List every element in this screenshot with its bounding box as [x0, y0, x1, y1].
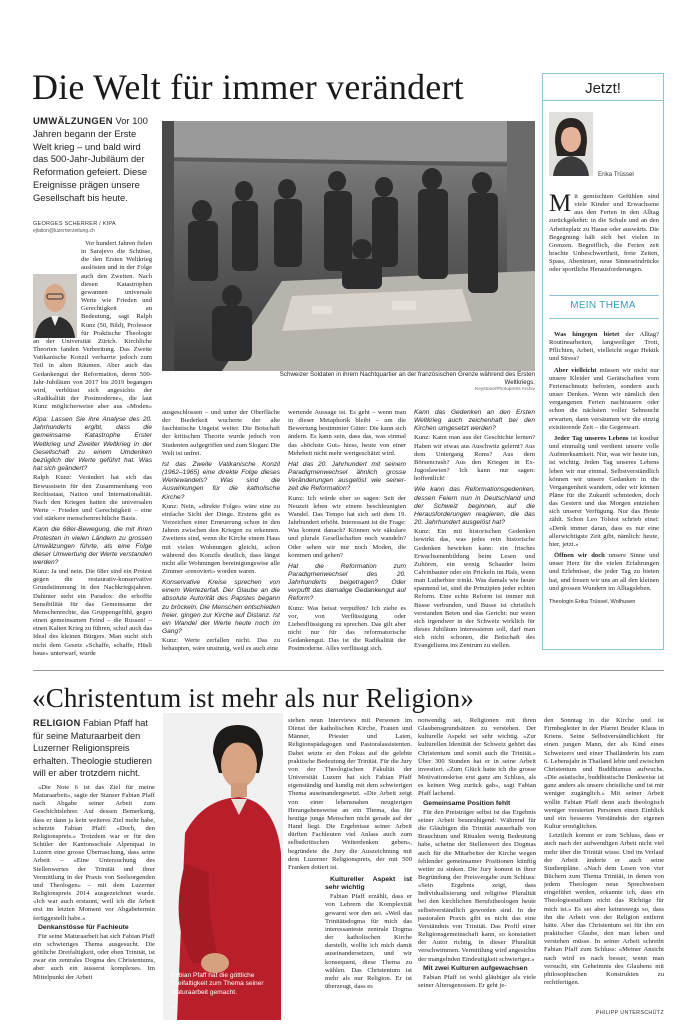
question: Kipa: Lassen Sie ihre Analyse des 20. Jahrhunderts ergibt, dass die gemeinsame Katastrophe Erster Weltkrieg und Zweiter Weltkrieg in der Gesellschaft zu einem Umdenken bezüglich der Werte geführt hat. Was hat sich geändert? [33, 416, 152, 473]
question: Ist das Zweite Vatikanische Konzil (1962–1965) eine direkte Folge dieses Wertewandels? Was sind die Auswirkungen für die katholische Kirche? [162, 460, 280, 501]
col1-paragraph: Vor hundert Jahren fielen in Sarajevo die Schüsse, die den Ersten Weltkrieg auslösten und in der Folge auch den Zweiten. Nach diesen Katastrophen gewannen universale Werte wie Frieden und Gerechtigkeit an Bedeutung, sagt Ralph Kunz (50, Bild), Professor für Praktische Theologie an der Universität Zürich. Kirchliche Theorien fanden Verbreitung. Das Zweite Vatikanische Konzil verharrte jedoch zum Teil in alten Räumen. Aber auch das Gedankengut der Reformation, deren 500-Jahr-Jubiläum von 2017 bis 2019 begangen wird, verblüsst sich angesichts der «Radikalität der Postmoderne», die laut Kunz möglicherweise aber aus «Moden» [33, 240, 152, 411]
portrait-illustration [549, 112, 593, 176]
question: Kann die 68er-Bewegung, die mit ihren Protesten in vielen Ländern zu grossen Umwälzungen führte, als eine Folge dieser Umwertung der Werte verstanden werden? [33, 526, 152, 566]
subheading: Mit zwei Kulturen aufgewachsen [423, 964, 528, 972]
answer: ausgeschlossen – und unter der Oberfläche der Biederkeit wucherte der alte faschistische Ungeist weiter. Die Botschaft der kritischen Theorie wurde jedoch von Studenten aufgegriffen und zum Slogan: Die Welt ist unfrei. [162, 409, 280, 457]
article1-col1-top [33, 240, 152, 411]
subheading: Denkanstösse für Fachleute [38, 923, 129, 931]
question: Wie kann das Reformationsgedenken, dessen Feiern nun in Deutschland und der Schweiz beginnen, auf die Herausforderungen reagieren, die das 20. Jahrhundert ausgelöst hat? [414, 486, 535, 527]
sidebar-rule [549, 295, 659, 296]
article1-lead [33, 115, 151, 205]
article2-col4 [544, 717, 664, 1007]
sidebar-title: Jetzt! [585, 80, 621, 97]
paragraph: Fabian Pfaff erzählt, dass er von Lehrern die Komplexität gewarnt wor den sei. «Weil das Trinitätsdogma für mich das interessanteste zentrale Dogma der katholischen Kirche darstellt, wollte ich mich damit auseinandersetzen, und wir konsequent, diese Thema zu wählen. Das Christentum ist mehr als nur Religion. Er ist überzeugt, dass es [325, 893, 412, 991]
answer: wertende Aussage ist. Es geht – wenn man in dieser Metaphorik bleibt – um die Bewertung bestimmter Güter: Die kann sich ändern. Es kann sein, dass das, was einmal das «höchste Gut» hiess, heute von einer Mehrheit nicht mehr wertgeschätzt wird. [288, 409, 406, 457]
lead-kicker: RELIGION [33, 718, 81, 728]
article2-col1 [33, 784, 155, 1020]
article2-col2-top [288, 717, 412, 875]
sidebar-paragraph: Aber vielleicht müssen wir nicht nur unsere Kleider und Gerätschaften vom Ferienschmutz befreien, sondern auch unser Denken. Wenn wir nämlich den vergangenen Ferien nachtrauern oder schon die nächsten voller Sehnsucht erwarten, dann versäumen wir die einzig existierende Zeit – die Gegenwart. [549, 366, 659, 431]
sidebar-signature: Theologin Erika Trüssel, Wolhusen [549, 598, 636, 605]
subheading: Gemeinsame Position fehlt [423, 799, 511, 807]
lead-text: Fabian Pfaff hat für seine Maturaarbeit den Luzerner Religionspreis erhalten. Theologie studieren will er aber trotzdem nicht. [33, 718, 152, 778]
soldiers-photo [162, 121, 535, 371]
question: Kann das Gedenken an den Ersten Weltkrieg auch zeichenhaft bei den Kirchen umgesetzt werden? [414, 409, 535, 433]
answer: Kunz: Nein, «direkte Folge» wäre eine zu einfache Sicht der Dinge. Erstens gibt es Vorzeichen einer Erneuerung schon in den Jahren zwischen den Kriegen zu erkennen. Zweitens sind, wenn die Kirche einem Haus mit vielen Wohnungen gleicht, schon während des Konzils deutlich, dass längst nicht alle Wohnungen bereinigungswise alle Zimmer «renoviert» worden waren. [162, 502, 280, 575]
sidebar-paragraph: Öffnen wir doch unsere Sinne und unser Herz für die vielen Erfahrungen und Erlebnisse, die jeder Tag zu bieten hat, und freuen wir uns an all den kleinen und grossen Wundern im Alltagsleben. [549, 552, 659, 592]
byline: GEORGES SCHERRER / KIPA [33, 221, 116, 227]
article2-headline: «Christentum ist mehr als nur Religion» [32, 683, 475, 713]
sidebar-body [549, 331, 659, 647]
photo-credit: Keystone/Photopress Archiv [475, 387, 535, 392]
answer: Kunz: Werte zerfallen nicht. Das zu behaupten, wäre unsinnig, weil es auch eine [162, 637, 280, 653]
paragraph: Fabian Pfaff ist wohl gläubiger als viele seiner Altersgenossen. Er geht je- [418, 973, 536, 989]
paragraph: Letztlich kommt er zum Schluss, dass er auch nach der aufwendigen Arbeit nicht viel mehr über die Trinität wisse. Und im Verlauf der Arbeit änderte er auch seine Studienpläne. «Nach dem Lesen von vier Büchern zum Thema Trinität, in denen von jedem Theologen neue Sprechweisen eingeführt werden, erkannte ich, dass ein Theologiestudium nicht das Richtige für mich ist.» Es sei aber keineswegs so, dass ihn die Arbeit von der Religion entfernt hätte. Aber das Christentum sei für ihn ein praktischer Glaube, den man leben und verstehen müsse. In seiner Arbeit schreibt Fabian Pfaff zum Schluss: «Meiner Ansicht nach wird es nach besser, wenn man versucht, ein Geheimnis des Glaubens mit philosophischen Konstrukten zu rechtfertigen. [544, 832, 664, 986]
sidebar-paragraph: Jeder Tag unseres Lebens ist kostbar und einmalig und verdient unsere volle Aufmerksamkeit. Nur, was wir heute tun, ist wichtig. Jeden Tag unseres Lebens leben wir nur einmal. Selbstverständlich können wir unsere Gedanken in die Vergangenheit wandern, oder wir können Pläne für die Zukunft schmieden, doch das Gestern und das Morgen entziehen sich unserer Verfügung. Nur das Heute zählt. Schon Leo Tolstoi schrieb einst: «Denk immer daran, dass es nur eine allerwichtigste Zeit gibt, nämlich: heute, hier, jetzt.» [549, 434, 659, 548]
sidebar-divider [542, 100, 664, 101]
question: Hat das 20. Jahrhundert mit seinem Paradigmenwechsel ähnlich grosse Veränderungen ausgelöst wie seiner- zeit die Reformation? [288, 460, 406, 493]
dropcap: M [549, 193, 572, 217]
article2-photo-credit: PD [171, 1006, 178, 1011]
sidebar-section-label: MEIN THEMA [570, 300, 636, 311]
sidebar-intro [549, 193, 659, 291]
lead-kicker: UMWÄLZUNGEN [33, 115, 113, 126]
article2-lead [33, 717, 161, 780]
photo-caption: Schweizer Soldaten in ihrem Nachtquartier an der französischen Grenze während des Ersten Weltkriegs. [279, 371, 535, 386]
sidebar-author: Erika Trüssel [598, 171, 634, 178]
article2-photo-caption: Fabian Pfaff hat die göttliche Dreifaltigkeit zum Thema seiner Maturaarbeit gemacht. [171, 972, 264, 996]
answer: Kunz: Ein mit historischen Gedenken bewirkt das, was jedes rein historische Gedenken bewirken kann: ein frisches Erwachsenenbildung beim Lesen und Zuhören, ein wenig Schauder beim Calvinbauter oder ein Prickeln im Hals, wenn man Lutherbier trinkt. Was damals wie heute spannend ist, sind die Prinzipien jeder echten Reform. Eine echte Reform ist immer mit Busse verbunden, und Busse ist christlich verstanden Beten und das Gericht: nur wenn sich irgendwer in der Schweiz wirklich für dieses Jubiläum interessieren soll, darf man sich nicht schonen, die Botschaft des Evangeliums ins Zentrum zu stellen. [414, 528, 535, 650]
article2-byline: PHILIPP UNTERSCHÜTZ [595, 1010, 664, 1016]
question: Konservative Kreise sprechen von einem Wertezerfall. Der Glaube an die absolute Autorität des Papstes begann zu bröckeln. Die Menschen entschieden freier, gingen zur Kirche auf Distanz. Ist ein Wandel der Werte heute noch im Gang? [162, 579, 280, 636]
sidebar-rule [549, 318, 659, 319]
paragraph: den Sonntag in die Kirche und ist Firmbegleiter in der Pfarrei Bruder Klaus in Kriens. Seine Selbstverständlichkeit für einen jungen Mann, der als Kind eines Schweizers und einer Thailänderin bis zum 6. Lebensjahr in Thailand lebte und zwischen Christentum und Buddhismus aufwuchs. «Die asiatische, buddhistische Denkweise ist ganz anders als unsere christliche und ist mir weniger zugänglich.» Mit seiner Arbeit wollte Fabian Pfaff denn auch theologisch weniger versierten Personen einen Einblick und ein besseres Verständnis der eigenen Kultur ermöglichen. [544, 717, 664, 831]
sidebar-paragraph: Was hingegen bietet der Alltag? Routinearbeiten, langweiliger Trott, Pflichten, Arbeit, vielleicht sogar Hektik und Stress? [549, 331, 659, 363]
article2-col3 [418, 717, 536, 1020]
article-separator [33, 670, 664, 671]
subheading: Kultureller Aspekt ist sehr wichtig [325, 876, 412, 892]
article2-col2-bottom [325, 876, 412, 1020]
answer: Kunz: Was heisst verpuffen? Ich ziehe es vor, von Verflüssigung oder Liebesflüssigung zu sprechen. Das gilt aber nicht nur für das reformatorische Gedankengut. Das ist die Radikalität der Postmoderne. Alles verflüssigt sich. [288, 604, 406, 653]
paragraph: Für seine Maturaarbeit hat sich Fabian Pfaff ein schwieriges Thema ausgesucht. Die göttliche Dreifaltigkeit, oder eben Trinität, ist zwar ein zentrales Dogma des Christentums, aber auch ein äusserst komplexes. Im Mittelpunkt der Arbeit [33, 932, 155, 981]
answer: Kunz: Ja und nein. Die 68er sind ein Protest gegen die restaurativ-konservative Grundstimmung in den Nachkriegsjahren. Dahinter steht ein Paradox: die erhoffte Sensibilität für das Gemeinsame der Menschenrechte, das Gruppengefühl, gegen einen gemeinsamen Feind – die Russen! – einen Kalten Krieg zu führen, schuf auch das Ideal des kleinen Bürgers. Man sucht sich nicht dem Gesetz «Schaffe, schaffe, Hüsli baue» unterwarf, wurde [33, 568, 152, 657]
paragraph: notwendig sei, Religionen mit ihren Glaubensgrundsätzen zu verstehen. Der kulturelle Aspekt sei sehr wichtig. «Zur kulturellen Identität der Schweiz gehört das Christentum und somit auch die Trinität.» Über 300 Stunden hat er in seine Arbeit investiert. «Zum Glück hatte ich die grosse Motivationskrise erst ganz am Schluss, als es keinen Weg zurück gab», sagt Fabian Pfaff lachend. [418, 717, 536, 798]
paragraph: Für den Preisträger selbst ist das Ergebnis seiner Arbeit beunruhigend: Während für die Gläubigen die Trinität ausserhalb von Brauchtum und Ritualen wenig Bedeutung habe, scheine der Stellenwert des Dogmas auch für die Mitarbeiter der Kirche wegen fehlender gemeinsamer Positionen künftig weiter zu sinken. Die Jury kommt in ihrer Begründung der Preisvergabe zum Schluss: «Sein Ergebnis zeigt, dass Individualisierung und religiöse Pluralität bei den kirchlichen Berufstheologen heute selbstverständlich geworden sind. In der pastoralen Praxis gibt es nicht das eine Verständnis von Trinität. Das Profil einer Religionsgemeinschaft kann, so konstatiert der Autor richtig, in dieser Pluralität verschwimmen. Vermittlung wird angesichts der mangelnden Eindeutigkeit schwieriger.» [418, 808, 536, 963]
paragraph: «Die Note 6 ist das Ziel für meine Maturaarbeit», sagte der Stanser Fabian Pfaff nach Abgabe seiner Arbeit zum Geschichtslehrer. Auf dessen Bemerkung, dass er dann ja kein weiteres Ziel mehr habe, scherzte Fabian Pfaff: «Doch, den Religionspreis.» Trotzdem war er für den Schüler der Kantonsschule Alpenquai in Luzern eine grosse Überraschung, dass seine Arbeit – «Eine Untersuchung des Stellenwertes der Trinität und ihrer Vermittlung in der Praxis von Seelsorgenden und Theologen» – mit dem Luzerner Religionspreis 2014 ausgezeichnet wurde. «Ich war auch erstaunt, weil ich die Arbeit erst im letzten Moment vor Abgabetermin fertiggestellt habe.» [33, 784, 155, 922]
question: Hat die Reformation zum Paradigmenwechsel des 20. Jahrhunderts beigetragen? Oder verpufft das damalige Gedankengut auf Reform? [288, 562, 406, 603]
answer: Kunz: Ich würde eher so sagen: Seit der Neuzeit leben wir einem beschleunigten Wandel. Das Tempo hat sich seit dem 19. Jahrhundert erhöht. Interessant ist die Frage: Was kommt danach? Können wir säkulare und plurale Gesellschaften noch wandeln? Oder sehen wir nur noch Moden, die kommen und gehen? [288, 494, 406, 559]
author-email[interactable]: ejlation@luzernerzeitung.ch [33, 228, 95, 234]
answer: Ralph Kunz: Verändert hat sich das Bewusstsein für den Zusammenhang von Rechtsstaat, Nation und Internationalität. Nach den Kriegen hatten die universalen Werte – Frieden und Gerechtigkeit – eine viel stärkere menschenrechtliche Basis. [33, 474, 152, 523]
erika-trussel-portrait [549, 112, 593, 176]
paragraph: stehen neun Interviews mit Personen im Dienst der katholischen Kirche, Frauen und Männer, Priester und Laien, Religionspädagogen und Pastoralassistenten. Dabei setzte er den Fokus auf die gelebte praktische Bedeutung der Trinität. Für die Jury von der Theologischen Fakultät der Universität Luzern hat sich Fabian Pfaff eigenständig und kundig mit dem schwierigen Thema auseinandergesetzt. «Die Arbeit zeigt von einer lebensnahen neugierigen Herangehensweise an ein Thema, das für heutige junge Menschen nicht gerade auf der Hand liegt. Die Ergebnisse seiner Arbeit dürften Fachleuten viel Anlass auch zum selbstkritischen Weiterdenken geben», begründete die Jury die Auszeichnung mit dem Luzerner Religionspreis, der mit 500 Franken dotiert ist. [288, 717, 412, 871]
article1-headline: Die Welt für immer verändert [32, 67, 464, 107]
answer: Kunz: Kann man aus der Geschichte lernen? Haben wir etwas aus Auschwitz gelernt? Aus dem Untergang Roms? Aus dem Börsencrash? Aus den Kriegen in Ex-Jugoslawien? Ich kann nur sagen: hoffentlich! [414, 434, 535, 483]
lead-text: Vor 100 Jahren begann der Erste Welt krieg – und bald wird das 500-Jahr-Jubiläum der Reformation gefeiert. Diese Ereignisse prägen unsere Gesellschaft bis heute. [33, 115, 148, 203]
soldiers-photo-illustration [162, 121, 535, 371]
sidebar-intro-text: it gemischten Gefühlen sind viele Kinder und Erwachsene aus den Ferien in den Alltag zurückgekehrt: in die Schule und an den Arbeitsplatz zu Hause oder auswärts. Die Begegnung hält sich bei vielen in Grenzen. Begreiflich, die Ferien zeit brachte Unbeschwertheit, freie Zeiten, Spass, Abenteuer, neue Sinneseindrücke oder sportliche Herausforderungen. [549, 193, 659, 274]
